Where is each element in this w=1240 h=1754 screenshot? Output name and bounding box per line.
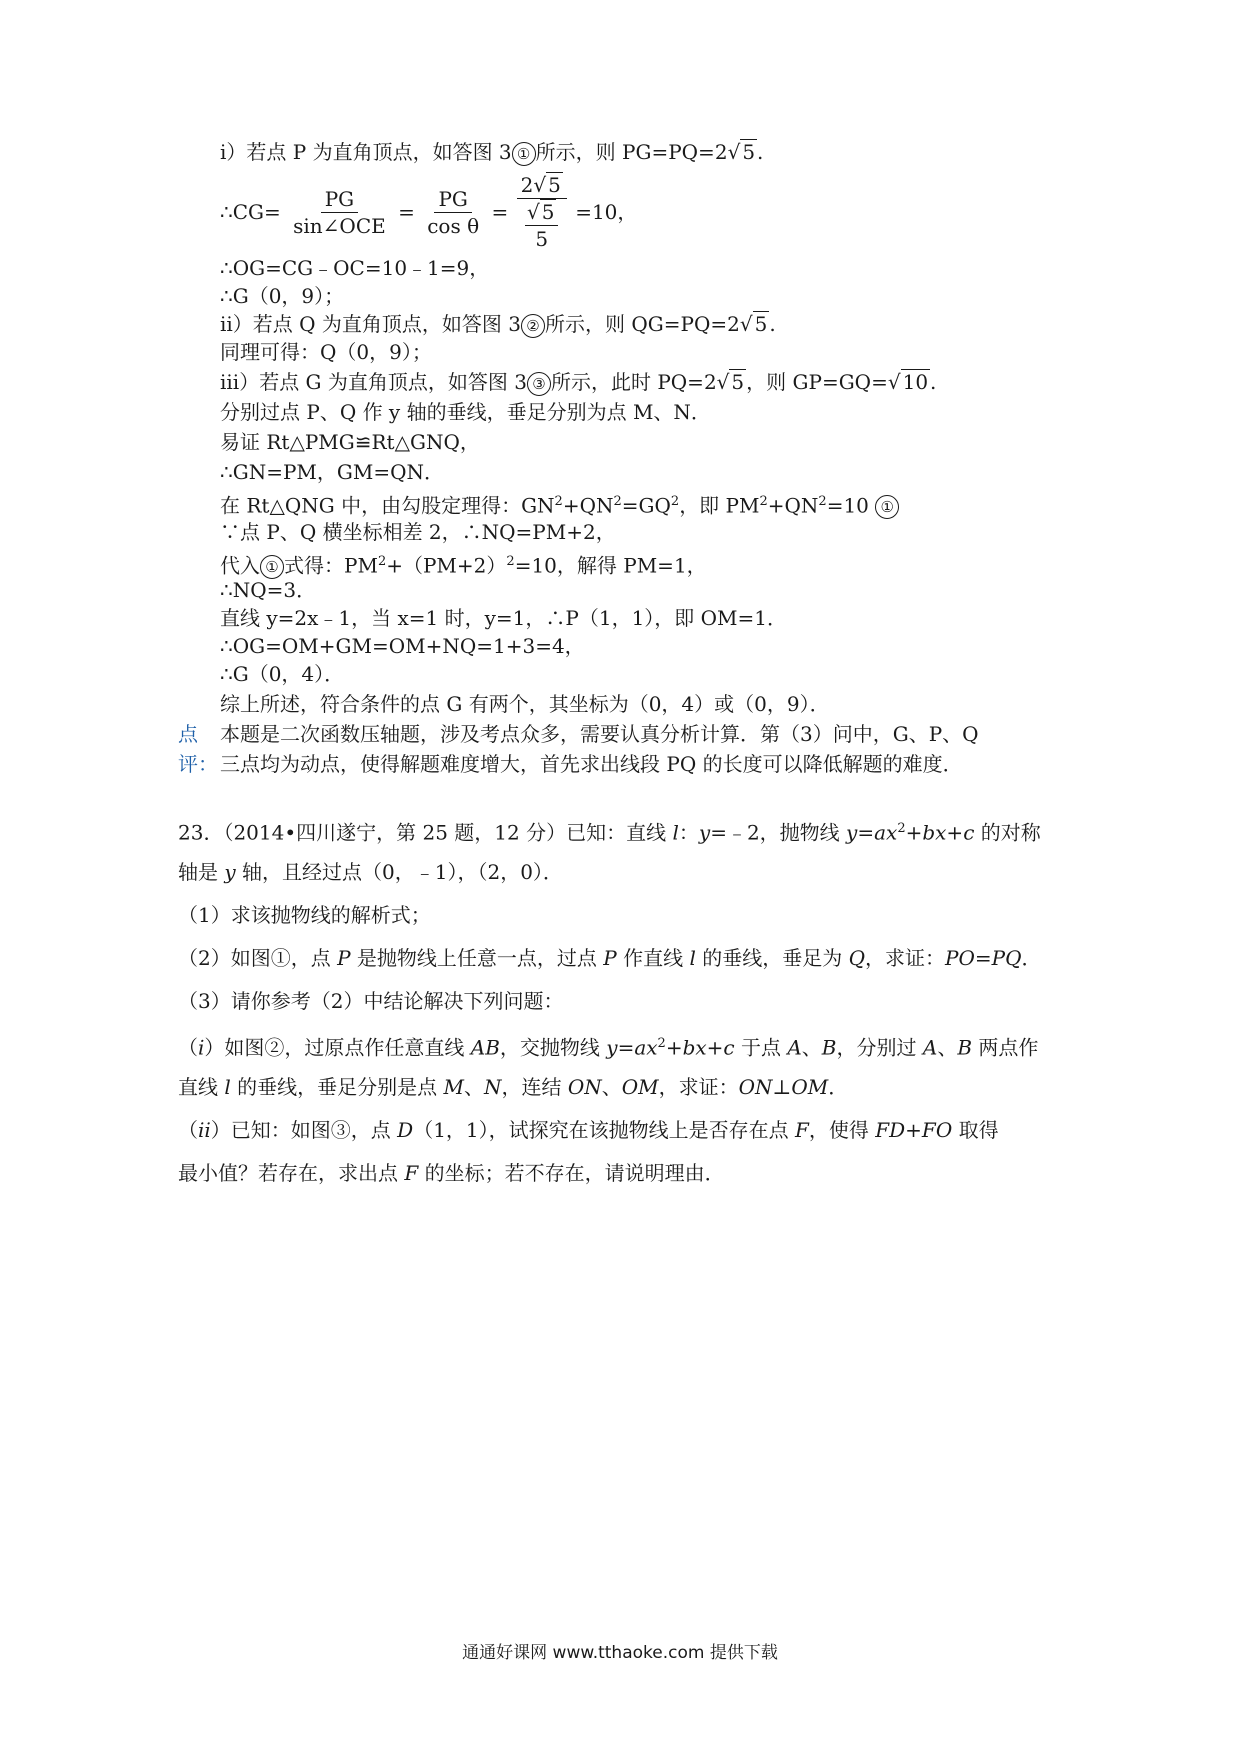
comment-text-1: 本题是二次函数压轴题，涉及考点众多，需要认真分析计算．第（3）问中，G、P、Q <box>220 722 979 746</box>
solution-line-iii: iii）若点 G 为直角顶点，如答图 3 ③ 所示，此时 PQ=2√ 5 ，则 GP=GQ=√ 10 . <box>220 370 937 394</box>
comment-label-2: 评： <box>178 752 218 776</box>
solution-cg-formula: ∴CG= $\frac{PG}{\text{sin∠OCE}}$ = $\frac{PG}{\text{cos θ}}$ = 2√ 5 √ 5 5 =10， <box>220 173 638 251</box>
solution-line-nq3: ∴NQ=3． <box>220 578 317 602</box>
solution-line-q09: 同理可得：Q（0，9）； <box>220 340 432 364</box>
page-footer: 通通好课网 www.tthaoke.com 提供下载 <box>462 1643 778 1663</box>
solution-line-g04: ∴G（0，4）． <box>220 662 345 686</box>
solution-line-gn-pm: ∴GN=PM，GM=QN． <box>220 460 445 484</box>
question-23-line-1: 23．（2014•四川遂宁，第 25 题，12 分）已知：直线 l：y=﹣2，抛物线 $y=ax^2+bx+c$ 的对称 <box>178 820 1041 845</box>
question-23-line-2: 轴是 y 轴，且经过点（0，﹣1），（2，0）． <box>178 860 563 884</box>
circled-two: ② <box>521 314 545 338</box>
comment-text-2: 三点均为动点，使得解题难度增大，首先求出线段 PQ 的长度可以降低解题的难度． <box>220 752 963 776</box>
question-23-part-3ii-line-1: （ii）已知：如图③，点 D（1，1），试探究在该抛物线上是否存在点 F，使得 FD+FO 取得 <box>178 1118 999 1142</box>
fraction-pg-cos: $\frac{PG}{\text{cos θ}}$ <box>427 186 480 238</box>
solution-line-i: i）若点 P 为直角顶点，如答图 3 ① 所示，则 PG=PQ=2√ 5 . <box>220 140 764 164</box>
question-23-part-1: （1）求该抛物线的解析式； <box>178 903 431 927</box>
solution-line-g09: ∴G（0，9）； <box>220 284 345 308</box>
sqrt-5: √ 5 <box>727 140 756 164</box>
solution-line-summary: 综上所述，符合条件的点 G 有两个，其坐标为（0，4）或（0，9）． <box>220 692 830 716</box>
question-23-part-3i-line-2: 直线 l 的垂线，垂足分别是点 M、N，连结 ON、OM，求证：ON⊥OM． <box>178 1075 849 1099</box>
circled-three: ③ <box>527 372 551 396</box>
fraction-nested: 2√ 5 √ 5 5 <box>517 172 567 252</box>
question-23-part-3i-line-1: （i）如图②，过原点作任意直线 AB，交抛物线 $y=ax^2+bx+c$ 于点 A、B，分别过 A、B 两点作 <box>178 1035 1039 1060</box>
solution-line-line-eq: 直线 y=2x﹣1，当 x=1 时，y=1，∴P（1，1），即 OM=1． <box>220 606 788 630</box>
question-23-part-3: （3）请你参考（2）中结论解决下列问题： <box>178 989 564 1013</box>
solution-line-perp: 分别过点 P、Q 作 y 轴的垂线，垂足分别为点 M、N． <box>220 400 711 424</box>
fraction-pg-sin: $\frac{PG}{\text{sin∠OCE}}$ <box>293 186 386 238</box>
solution-line-nq: ∵点 P、Q 横坐标相差 2，∴NQ=PM+2， <box>220 520 616 544</box>
circled-one: ① <box>512 142 536 166</box>
solution-line-congruent: 易证 Rt△PMG≌Rt△GNQ， <box>220 430 480 454</box>
question-23-part-2: （2）如图①，点 P 是抛物线上任意一点，过点 P 作直线 l 的垂线，垂足为 Q，求证：PO=PQ． <box>178 946 1042 970</box>
comment-label-1: 点 <box>178 722 198 746</box>
solution-line-ii: ii）若点 Q 为直角顶点，如答图 3 ② 所示，则 QG=PQ=2√ 5 . <box>220 312 776 336</box>
solution-line-og4: ∴OG=OM+GM=OM+NQ=1+3=4， <box>220 634 585 658</box>
sqrt-10: √ 10 <box>887 370 929 394</box>
question-23-part-3ii-line-2: 最小值？若存在，求出点 F 的坐标；若不存在，请说明理由． <box>178 1161 725 1185</box>
solution-line-pythagoras: 在 Rt△QNG 中，由勾股定理得：$GN^2+QN^2=GQ^2$，即 $PM^2+QN^2=10$ ① <box>220 488 899 520</box>
solution-line-og: ∴OG=CG﹣OC=10﹣1=9， <box>220 256 490 280</box>
solution-line-substitute: 代入 ① 式得：$PM^2+(PM+2)^2=10$，解得 PM=1， <box>220 553 707 578</box>
